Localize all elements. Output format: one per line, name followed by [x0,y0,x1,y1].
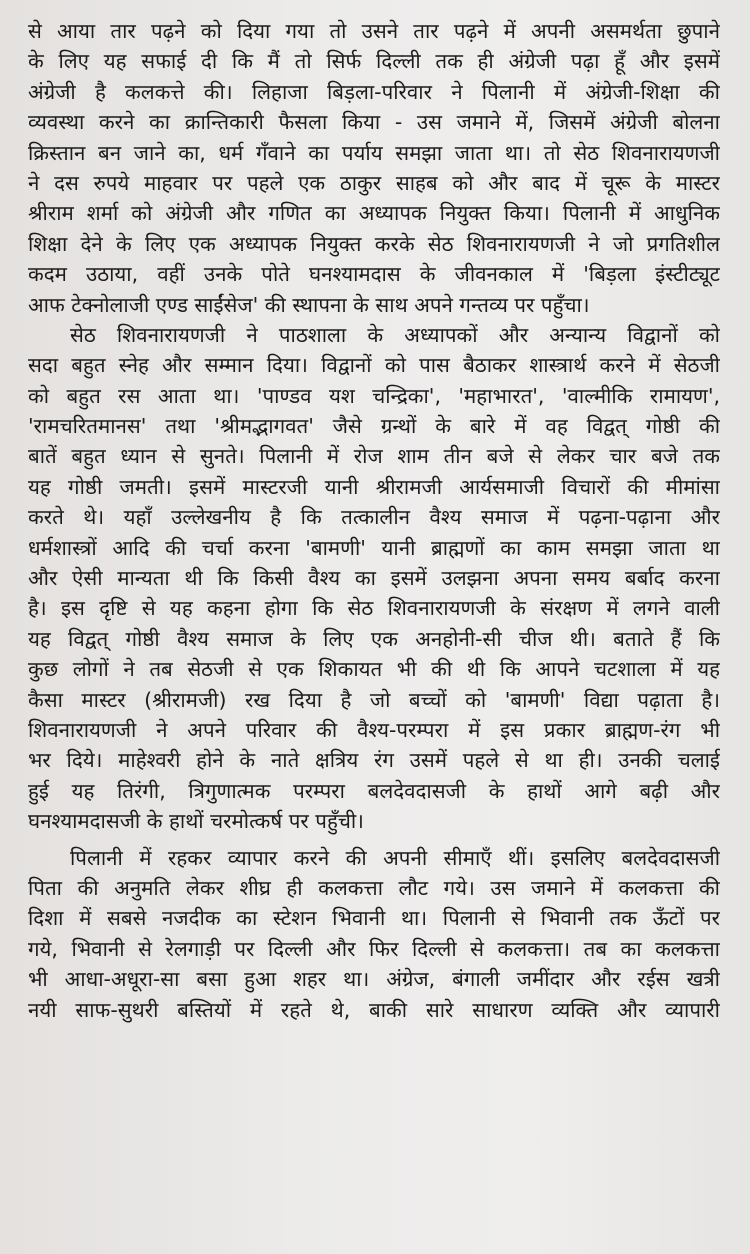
text-line: करते थे। यहाँ उल्लेखनीय है कि तत्कालीन वैश्य समाज में पढ़ना-पढ़ाना और [28,505,720,530]
text-line: घनश्यामदासजी के हाथों चरमोत्कर्ष पर पहुँची। [28,809,364,834]
text-line: कुछ लोगों ने तब सेठजी से एक शिकायत भी की थी कि आपने चटशाला में यह [28,657,720,682]
text-line: को बहुत रस आता था। 'पाण्डव यश चन्द्रिका', 'महाभारत', 'वाल्मीकि रामायण', [28,383,720,408]
text-line: है। इस दृष्टि से यह कहना होगा कि सेठ शिवनारायणजी के संरक्षण में लगने वाली [28,596,720,621]
text-line: 'रामचरितमानस' तथा 'श्रीमद्भागवत' जैसे ग्रन्थों के बारे में वह विद्वत् गोष्ठी की [28,414,720,439]
text-line: दिशा में सबसे नजदीक का स्टेशन भिवानी था। पिलानी से भिवानी तक ऊँटों पर [28,906,720,931]
text-line: और ऐसी मान्यता थी कि किसी वैश्य का इसमें उलझना अपना समय बर्बाद करना [28,566,720,591]
text-line: बातें बहुत ध्यान से सुनते। पिलानी में रोज शाम तीन बजे से लेकर चार बजे तक [28,444,720,469]
text-line: ने दस रुपये माहवार पर पहले एक ठाकुर साहब को और बाद में चूरू के मास्टर [28,170,720,195]
text-line: यह विद्वत् गोष्ठी वैश्य समाज के लिए एक अनहोनी-सी चीज थी। बताते हैं कि [28,626,720,651]
text-line: भर दिये। माहेश्वरी होने के नाते क्षत्रिय रंग उसमें पहले से था ही। उनकी चलाई [28,748,720,773]
text-line: पिता की अनुमति लेकर शीघ्र ही कलकत्ता लौट गये। उस जमाने में कलकत्ता की [28,875,720,900]
text-line: शिक्षा देने के लिए एक अध्यापक नियुक्त करके सेठ शिवनारायणजी ने जो प्रगतिशील [28,231,720,256]
text-line: कैसा मास्टर (श्रीरामजी) रख दिया है जो बच्चों को 'बामणी' विद्या पढ़ाता है। [28,687,720,712]
text-line: हुई यह तिरंगी, त्रिगुणात्मक परम्परा बलदेवदासजी के हाथों आगे बढ़ी और [28,778,720,803]
text-line: धर्मशास्त्रों आदि की चर्चा करना 'बामणी' यानी ब्राह्मणों का काम समझा जाता था [28,535,720,560]
paragraph-start-line: पिलानी में रहकर व्यापार करने की अपनी सीमाएँ थीं। इसलिए बलदेवदासजी [70,845,720,870]
page-text [28,16,720,1025]
text-line: गये, भिवानी से रेलगाड़ी पर दिल्ली और फिर दिल्ली से कलकत्ता। तब का कलकत्ता [28,936,720,961]
text-line: आफ टेक्नोलाजी एण्ड साईंसेज' की स्थापना के साथ अपने गन्तव्य पर पहुँचा। [28,292,590,317]
text-line: से आया तार पढ़ने को दिया गया तो उसने तार पढ़ने में अपनी असमर्थता छुपाने [28,19,720,43]
text-line: क्रिस्तान बन जाने का, धर्म गँवाने का पर्याय समझा जाता था। तो सेठ शिवनारायणजी [28,140,720,165]
text-line: श्रीराम शर्मा को अंग्रेजी और गणित का अध्यापक नियुक्त किया। पिलानी में आधुनिक [28,201,720,226]
text-line: के लिए यह सफाई दी कि मैं तो सिर्फ दिल्ली तक ही अंग्रेजी पढ़ा हूँ और इसमें [28,49,720,74]
text-line: नयी साफ-सुथरी बस्तियों में रहते थे, बाकी सारे साधारण व्यक्ति और व्यापारी [28,997,720,1022]
paragraph-start-line: सेठ शिवनारायणजी ने पाठशाला के अध्यापकों और अन्यान्य विद्वानों को [70,322,720,347]
text-line: भी आधा-अधूरा-सा बसा हुआ शहर था। अंग्रेज, बंगाली जमींदार और रईस खत्री [28,967,720,992]
text-line: यह गोष्ठी जमती। इसमें मास्टरजी यानी श्रीरामजी आर्यसमाजी विचारों की मीमांसा [28,474,720,499]
text-line: कदम उठाया, वहीं उनके पोते घनश्यामदास के जीवनकाल में 'बिड़ला इंस्टीट्यूट [28,262,720,287]
text-line: अंग्रेजी है कलकत्ते की। लिहाजा बिड़ला-परिवार ने पिलानी में अंग्रेजी-शिक्षा की [28,79,720,104]
text-line: शिवनारायणजी ने अपने परिवार की वैश्य-परम्परा में इस प्रकार ब्राह्मण-रंग भी [28,717,720,742]
text-line: सदा बहुत स्नेह और सम्मान दिया। विद्वानों को पास बैठाकर शास्त्रार्थ करने में सेठजी [28,353,720,378]
text-line: व्यवस्था करने का क्रान्तिकारी फैसला किया - उस जमाने में, जिसमें अंग्रेजी बोलना [28,110,720,135]
